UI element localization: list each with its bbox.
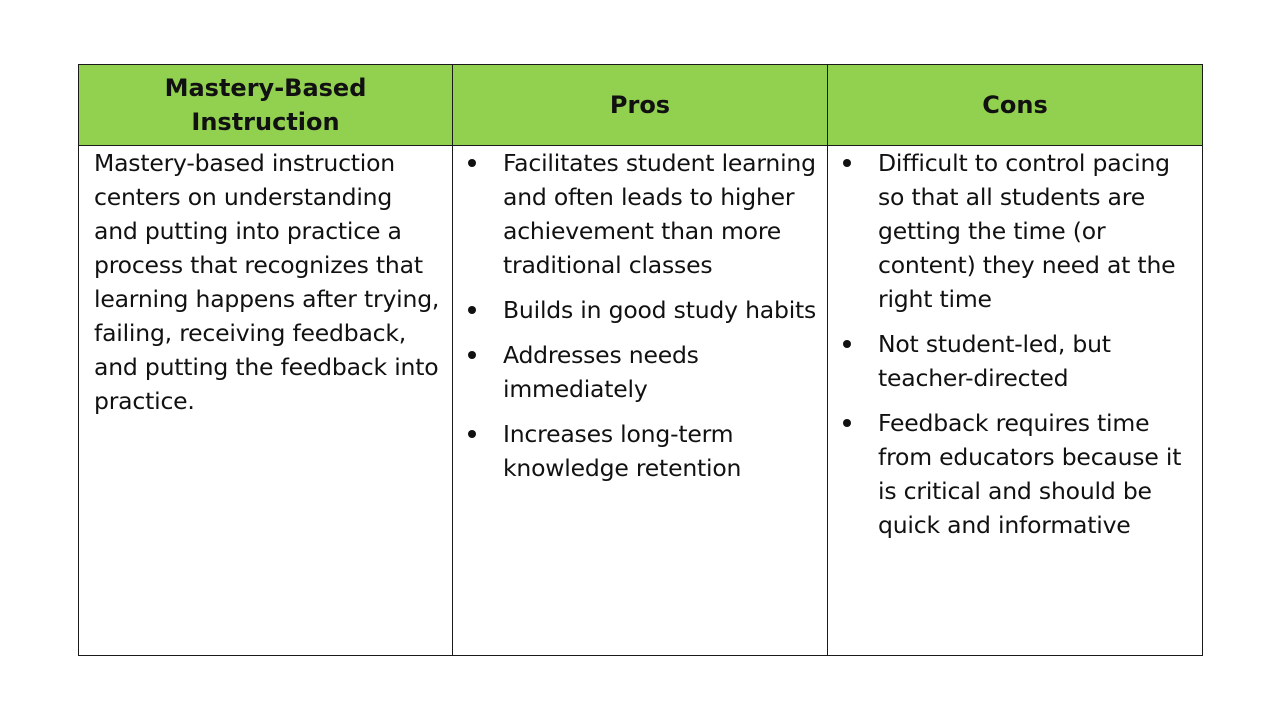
cons-item-text: Feedback requires time from educators because it is critical and should be quick and informative [878, 409, 1182, 539]
pros-item [453, 338, 827, 406]
bullet-icon [468, 351, 476, 359]
cons-item-text: Difficult to control pacing so that all students are getting the time (or content) they need at the right time [878, 149, 1176, 313]
pros-item [453, 146, 827, 282]
pros-item-text: Builds in good study habits [503, 296, 817, 324]
pros-item [453, 293, 827, 327]
bullet-icon [468, 430, 476, 438]
table-header [79, 65, 1203, 146]
cons-item [828, 406, 1202, 542]
table-row [79, 146, 1203, 656]
pros-item-text: Increases long-term knowledge retention [503, 420, 742, 482]
bullet-icon [843, 340, 851, 348]
bullet-icon [468, 159, 476, 167]
pros-cell [453, 146, 828, 656]
pros-item-text: Addresses needs immediately [503, 341, 699, 403]
header-pros: Pros [453, 65, 828, 146]
cons-cell [828, 146, 1203, 656]
table-body [79, 146, 1203, 656]
header-row [79, 65, 1203, 146]
comparison-table [78, 64, 1203, 656]
description-text: Mastery-based instruction centers on understanding and putting into practice a process that recognizes that learning happens after trying, failing, receiving feedback, and putting the feedback into practice. [94, 149, 440, 415]
cons-item [828, 146, 1202, 316]
cons-item-text: Not student-led, but teacher-directed [878, 330, 1111, 392]
bullet-icon [843, 159, 851, 167]
pros-item [453, 417, 827, 485]
pros-item-text: Facilitates student learning and often leads to higher achievement than more traditional classes [503, 149, 816, 279]
cons-list [828, 146, 1202, 542]
bullet-icon [843, 419, 851, 427]
header-mastery-based-instruction: Mastery-Based Instruction [79, 65, 453, 146]
header-cons: Cons [828, 65, 1203, 146]
cons-item [828, 327, 1202, 395]
description-cell [79, 146, 453, 656]
pros-list [453, 146, 827, 485]
bullet-icon [468, 306, 476, 314]
